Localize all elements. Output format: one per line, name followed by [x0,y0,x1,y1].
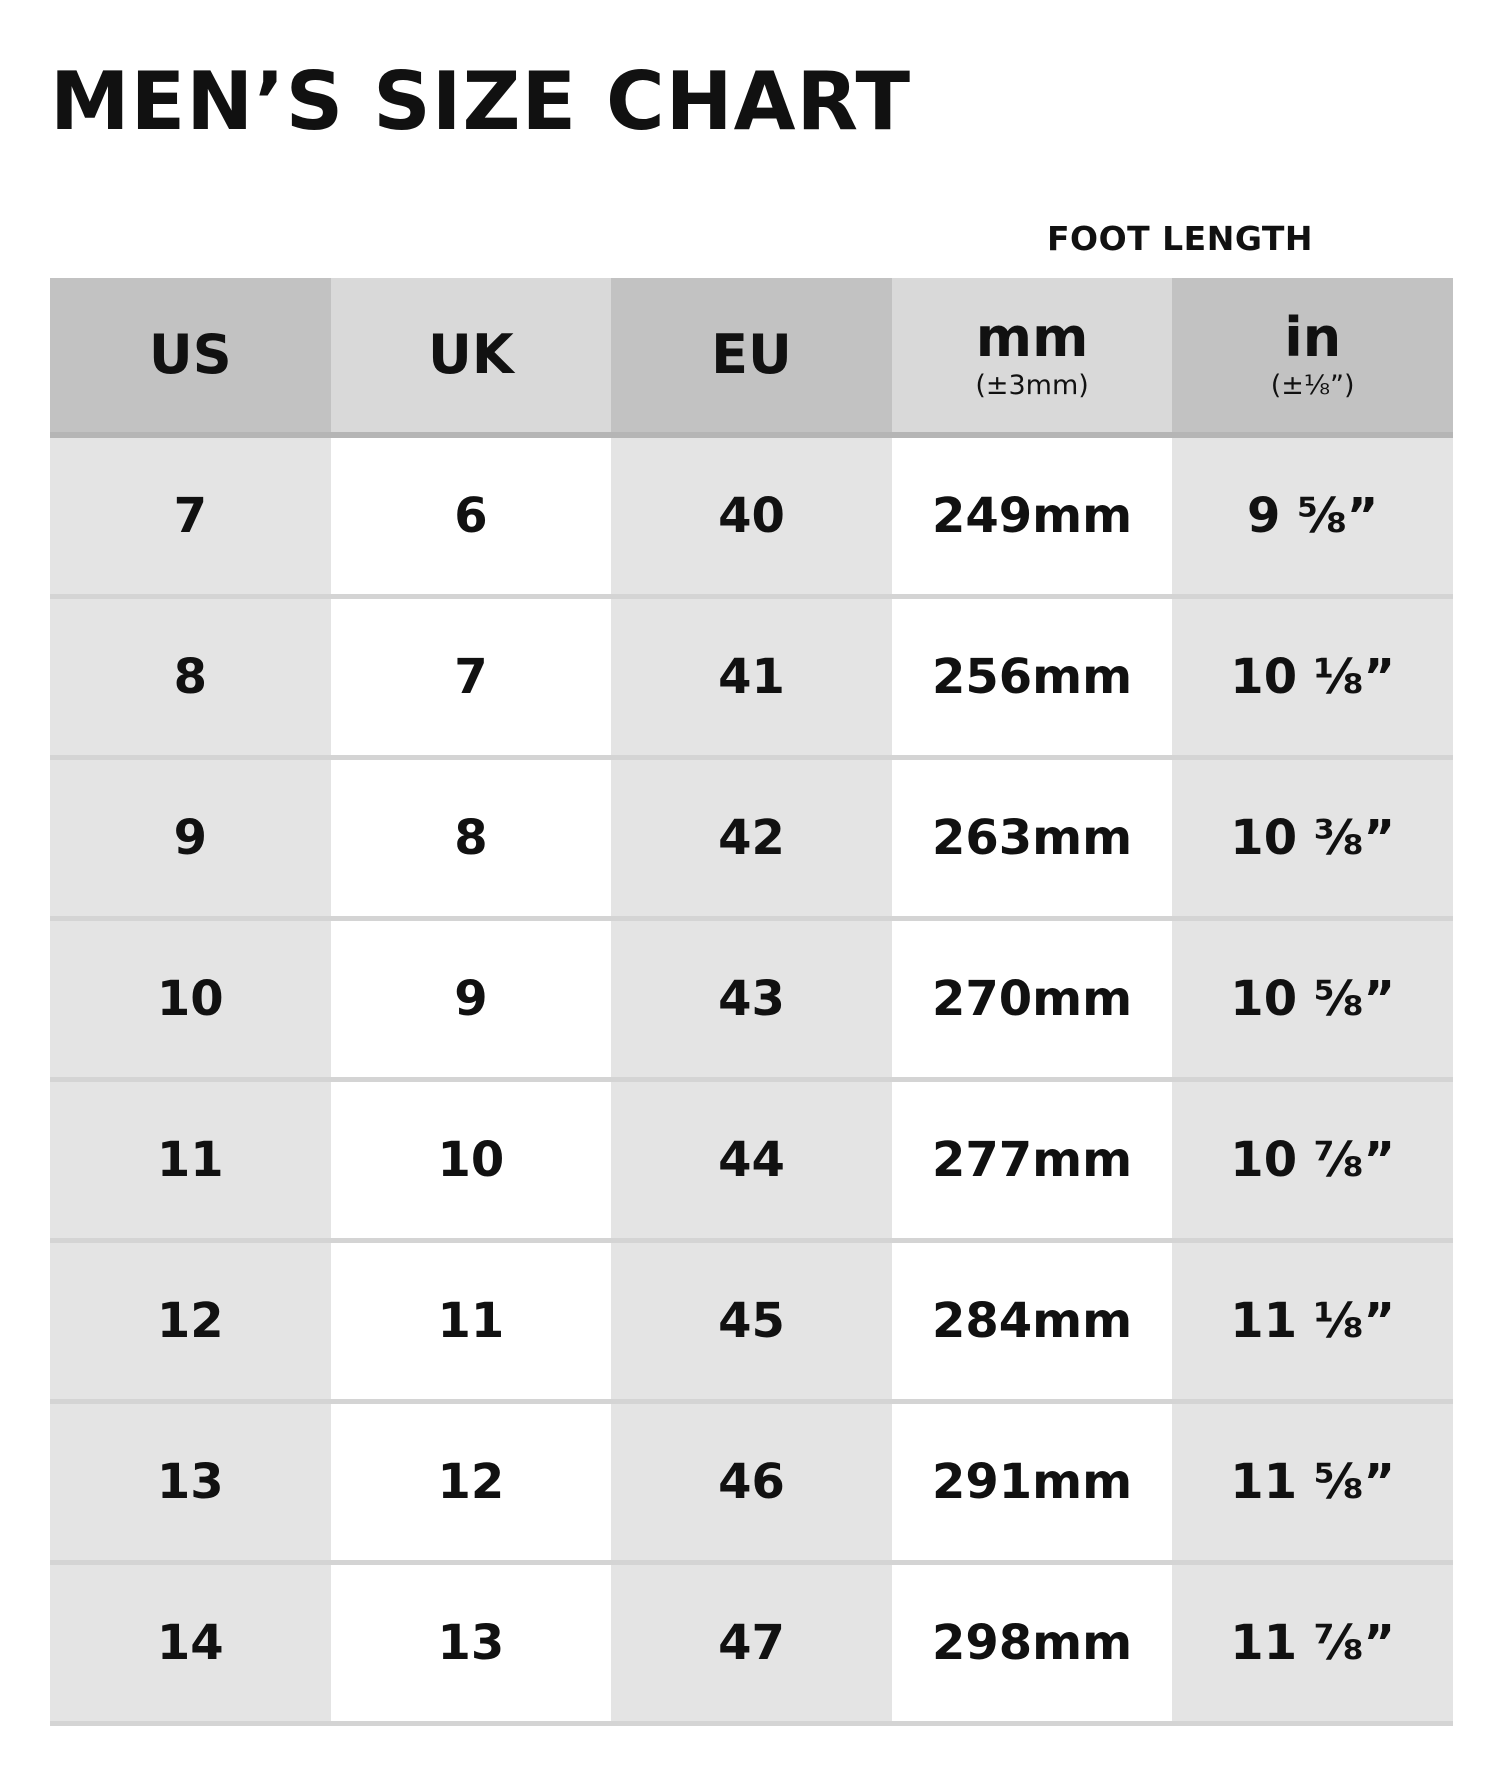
cell-eu: 41 [611,599,892,755]
cell-mm: 263mm [892,760,1173,916]
cell-eu: 47 [611,1565,892,1721]
header-us-label: US [148,323,232,386]
cell-eu: 46 [611,1404,892,1560]
table-header-row [50,278,1453,438]
cell-in: 10 ⅝” [1172,921,1453,1077]
table-row [50,921,1453,1082]
foot-length-label: FOOT LENGTH [1047,219,1313,258]
header-in-tolerance: (±⅛”) [1270,370,1355,401]
header-mm-tolerance: (±3mm) [975,370,1089,401]
cell-us: 8 [50,599,331,755]
cell-in: 11 ⅝” [1172,1404,1453,1560]
cell-eu: 45 [611,1243,892,1399]
table-row [50,1565,1453,1726]
cell-us: 9 [50,760,331,916]
header-us [50,278,331,432]
cell-in: 10 ⅛” [1172,599,1453,755]
header-in-label: in [1284,306,1342,369]
cell-mm: 249mm [892,438,1173,594]
cell-us: 12 [50,1243,331,1399]
table-row [50,438,1453,599]
header-mm [892,278,1173,432]
table-row [50,1082,1453,1243]
table-row [50,1243,1453,1404]
cell-in: 10 ⅞” [1172,1082,1453,1238]
size-table [50,278,1453,1726]
header-mm-label: mm [975,306,1089,369]
cell-uk: 10 [331,1082,612,1238]
table-row [50,760,1453,921]
cell-us: 13 [50,1404,331,1560]
cell-uk: 12 [331,1404,612,1560]
cell-uk: 6 [331,438,612,594]
page-title: MEN’S SIZE CHART [50,55,912,148]
cell-us: 7 [50,438,331,594]
cell-in: 11 ⅞” [1172,1565,1453,1721]
cell-mm: 291mm [892,1404,1173,1560]
cell-uk: 7 [331,599,612,755]
cell-uk: 11 [331,1243,612,1399]
cell-uk: 13 [331,1565,612,1721]
cell-mm: 277mm [892,1082,1173,1238]
cell-mm: 256mm [892,599,1173,755]
cell-uk: 9 [331,921,612,1077]
cell-eu: 40 [611,438,892,594]
cell-in: 9 ⅝” [1172,438,1453,594]
cell-mm: 298mm [892,1565,1173,1721]
cell-uk: 8 [331,760,612,916]
header-eu [611,278,892,432]
cell-eu: 43 [611,921,892,1077]
cell-in: 11 ⅛” [1172,1243,1453,1399]
cell-us: 10 [50,921,331,1077]
header-in [1172,278,1453,432]
cell-mm: 270mm [892,921,1173,1077]
cell-eu: 44 [611,1082,892,1238]
header-uk-label: UK [428,323,514,386]
cell-us: 14 [50,1565,331,1721]
cell-us: 11 [50,1082,331,1238]
header-uk [331,278,612,432]
header-eu-label: EU [711,323,792,386]
cell-mm: 284mm [892,1243,1173,1399]
table-row [50,1404,1453,1565]
table-row [50,599,1453,760]
cell-in: 10 ⅜” [1172,760,1453,916]
cell-eu: 42 [611,760,892,916]
